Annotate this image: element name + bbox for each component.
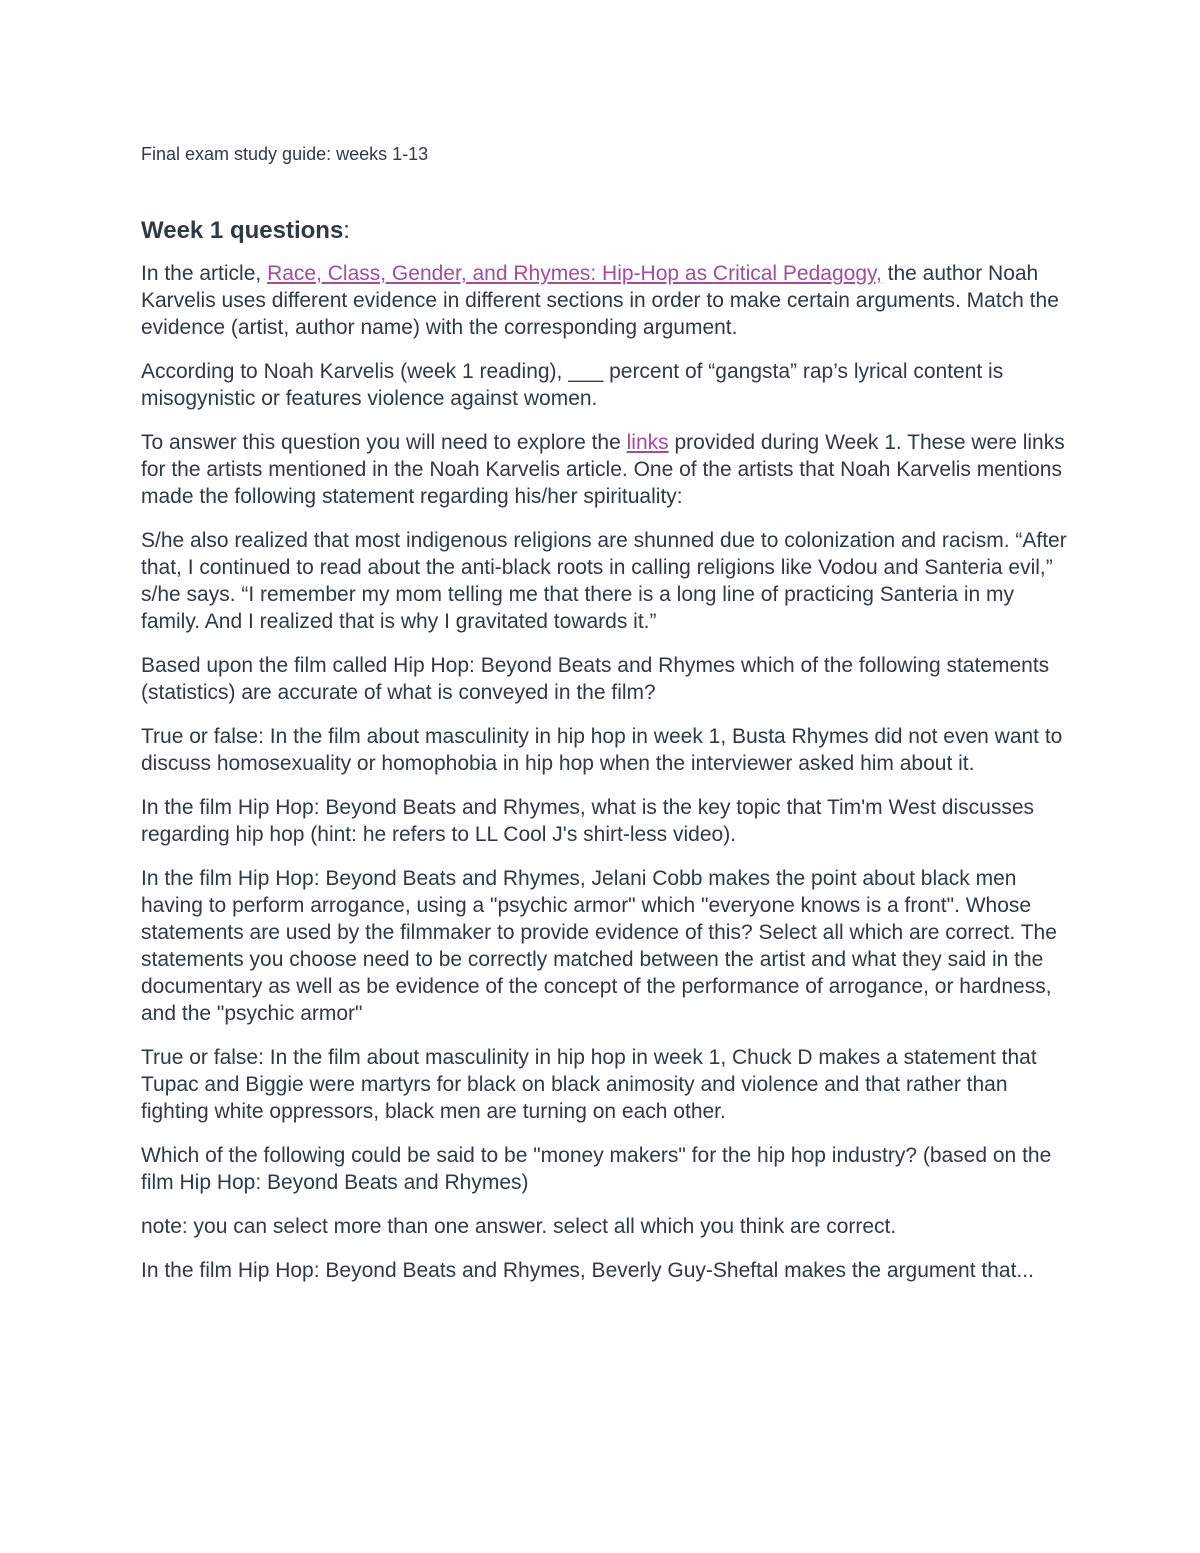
question-3-text-before: To answer this question you will need to explore the [141,431,627,454]
question-paragraph-7: In the film Hip Hop: Beyond Beats and Rhymes, what is the key topic that Tim'm West discusses regarding hip hop (hint: he refers to LL Cool J's shirt-less video). [141,796,1035,846]
quote-paragraph: S/he also realized that most indigenous religions are shunned due to colonization and racism. “After that, I continued to read about the anti-black roots in calling religions like Vodou and Santeria evil,” s/he says. “I remember my mom telling me that there is a long line of practicing Santeria in my family. And I realized that is why I gravitated towards it.” [141,529,1067,633]
question-3-text-after: provided during Week 1. These were links for the artists mentioned in the Noah Karvelis article. One of the artists that Noah Karvelis mentions made the following statement regarding his/her spirituality: [141,431,1065,508]
question-paragraph-9: True or false: In the film about masculinity in hip hop in week 1, Chuck D makes a statement that Tupac and Biggie were martyrs for black on black animosity and violence and that rather than fighting white oppressors, black men are turning on each other. [141,1046,1037,1123]
question-paragraph-10: Which of the following could be said to be "money makers" for the hip hop industry? (based on the film Hip Hop: Beyond Beats and Rhymes) [141,1144,1052,1194]
document-page [141,140,1071,1301]
question-paragraph-12: In the film Hip Hop: Beyond Beats and Rhymes, Beverly Guy-Sheftal makes the argument that... [141,1259,1034,1282]
section-heading-text: Week 1 questions [141,217,344,244]
article-link[interactable]: Race, Class, Gender, and Rhymes: Hip-Hop as Critical Pedagogy, [267,262,882,285]
question-paragraph-6: True or false: In the film about masculinity in hip hop in week 1, Busta Rhymes did not even want to discuss homosexuality or homophobia in hip hop when the interviewer asked him about it. [141,725,1063,775]
artist-links-link[interactable]: links [626,431,669,454]
question-1-text-after: the author Noah Karvelis uses different evidence in different sections in order to make certain arguments. Match the evidence (artist, author name) with the corresponding argument. [141,262,1059,339]
question-paragraph-1 [141,260,1071,341]
question-paragraph-2: According to Noah Karvelis (week 1 reading), ___ percent of “gangsta” rap’s lyrical content is misogynistic or features violence against women. [141,360,1004,410]
question-paragraph-5: Based upon the film called Hip Hop: Beyond Beats and Rhymes which of the following statements (statistics) are accurate of what is conveyed in the film? [141,654,1050,704]
section-heading-week-1 [141,216,1071,246]
question-paragraph-3 [141,429,1071,510]
note-paragraph: note: you can select more than one answer. select all which you think are correct. [141,1215,897,1238]
question-1-text-before: In the article, [141,262,268,285]
question-paragraph-8: In the film Hip Hop: Beyond Beats and Rhymes, Jelani Cobb makes the point about black men having to perform arrogance, using a "psychic armor" which "everyone knows is a front". Whose statements are used by the filmmaker to provide evidence of this? Select all which are correct. The statements you choose need to be correctly matched between the artist and what they said in the documentary as well as be evidence of the concept of the performance of arrogance, or hardness, and the "psychic armor" [141,867,1057,1025]
document-title: Final exam study guide: weeks 1-13 [141,144,429,164]
section-heading-colon: : [343,217,350,244]
